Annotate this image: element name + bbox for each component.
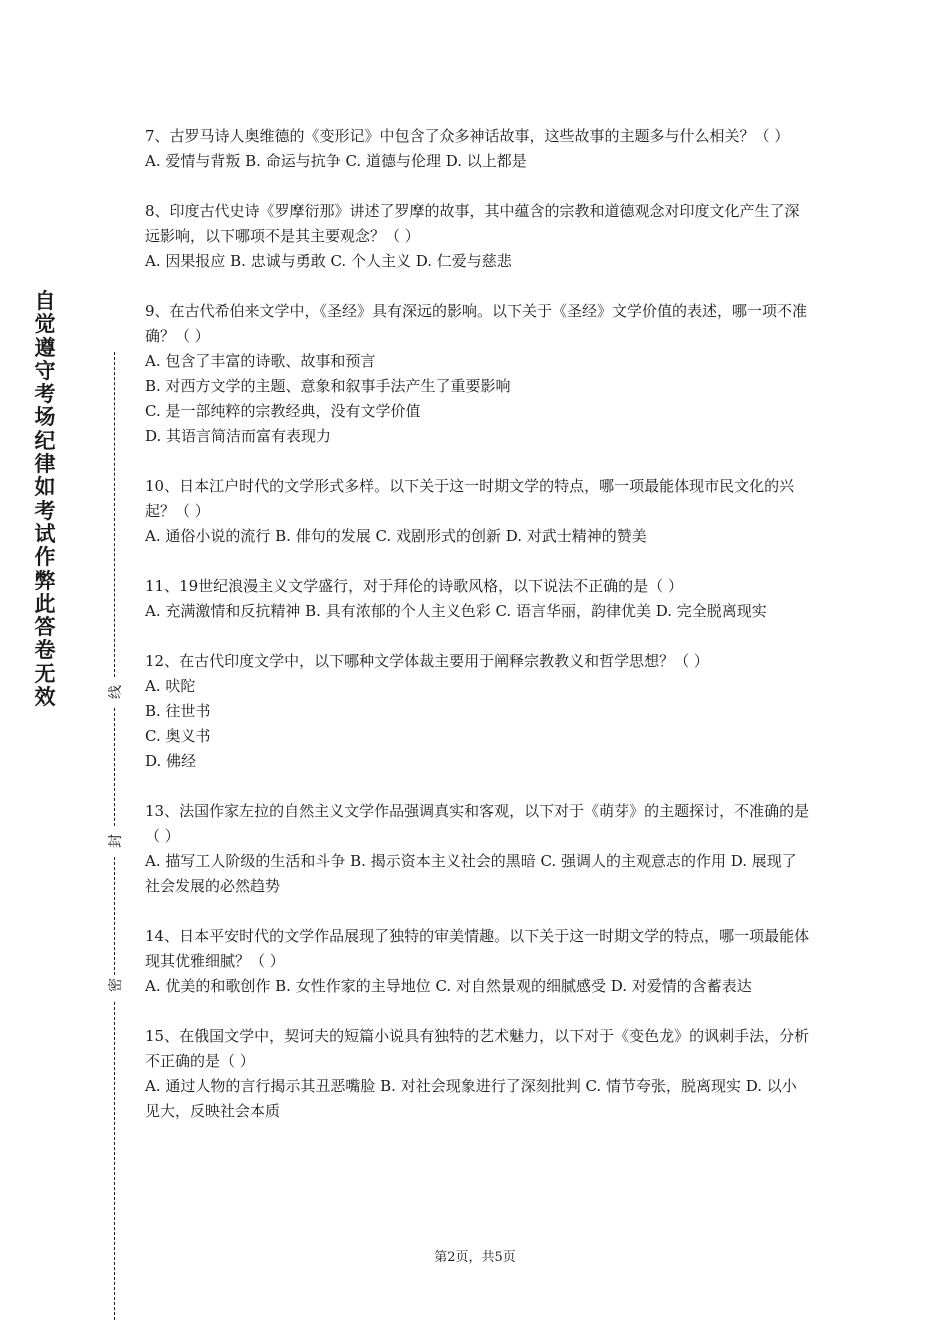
- question-stem: 9、在古代希伯来文学中，《圣经》具有深远的影响。以下关于《圣经》文学价值的表述，哪一项不准确？（ ）: [145, 302, 808, 345]
- question-options: A. 优美的和歌创作 B. 女性作家的主导地位 C. 对自然景观的细腻感受 D. 对爱情的含蓄表达: [145, 977, 752, 995]
- question-options: A. 通过人物的言行揭示其丑恶嘴脸 B. 对社会现象进行了深刻批判 C. 情节夸张，脱离现实 D. 以小见大，反映社会本质: [145, 1077, 797, 1120]
- question-7: [145, 124, 810, 174]
- question-9: [145, 299, 810, 449]
- question-list: [145, 124, 810, 1149]
- binding-label-line: 线: [108, 685, 124, 699]
- question-options: A. 爱情与背叛 B. 命运与抗争 C. 道德与伦理 D. 以上都是: [145, 152, 527, 170]
- question-11: [145, 574, 810, 624]
- option-c: C. 奥义书: [145, 727, 211, 745]
- option-c: C. 是一部纯粹的宗教经典，没有文学价值: [145, 402, 421, 420]
- question-13: [145, 799, 810, 899]
- question-8: [145, 199, 810, 274]
- question-stem: 12、在古代印度文学中，以下哪种文学体裁主要用于阐释宗教教义和哲学思想？（ ）: [145, 652, 709, 670]
- binding-dash-segment: [114, 1002, 115, 1320]
- question-stem: 14、日本平安时代的文学作品展现了独特的审美情趣。以下关于这一时期文学的特点，哪一项最能体现其优雅细腻？（ ）: [145, 927, 810, 970]
- question-stem: 13、法国作家左拉的自然主义文学作品强调真实和客观，以下对于《萌芽》的主题探讨，不准确的是（ ）: [145, 802, 810, 845]
- question-stem: 11、19世纪浪漫主义文学盛行，对于拜伦的诗歌风格，以下说法不正确的是（ ）: [145, 577, 683, 595]
- option-d: D. 佛经: [145, 752, 197, 770]
- binding-line: [100, 352, 130, 1320]
- option-a: A. 吠陀: [145, 677, 196, 695]
- question-options: A. 充满激情和反抗精神 B. 具有浓郁的个人主义色彩 C. 语言华丽，韵律优美 D. 完全脱离现实: [145, 602, 767, 620]
- question-stem: 15、在俄国文学中，契诃夫的短篇小说具有独特的艺术魅力，以下对于《变色龙》的讽刺手法，分析不正确的是（ ）: [145, 1027, 810, 1070]
- page-number: 第2页，共5页: [434, 1250, 516, 1265]
- option-b: B. 对西方文学的主题、意象和叙事手法产生了重要影响: [145, 377, 511, 395]
- option-a: A. 包含了丰富的诗歌、故事和预言: [145, 352, 376, 370]
- binding-dash-segment: [114, 857, 115, 975]
- question-14: [145, 924, 810, 999]
- binding-label-seal: 封: [108, 834, 124, 848]
- question-options: A. 描写工人阶级的生活和斗争 B. 揭示资本主义社会的黑暗 C. 强调人的主观意志的作用 D. 展现了社会发展的必然趋势: [145, 852, 797, 895]
- question-stem: 10、日本江户时代的文学形式多样。以下关于这一时期文学的特点，哪一项最能体现市民文化的兴起？（ ）: [145, 477, 795, 520]
- question-stem: 8、印度古代史诗《罗摩衍那》讲述了罗摩的故事，其中蕴含的宗教和道德观念对印度文化产生了深远影响，以下哪项不是其主要观念？（ ）: [145, 202, 800, 245]
- exam-discipline-notice: 自觉遵守考场纪律如考试作弊此答卷无效: [34, 289, 56, 710]
- question-options: A. 通俗小说的流行 B. 俳句的发展 C. 戏剧形式的创新 D. 对武士精神的赞美: [145, 527, 647, 545]
- option-d: D. 其语言简洁而富有表现力: [145, 427, 332, 445]
- question-10: [145, 474, 810, 549]
- question-stem: 7、古罗马诗人奥维德的《变形记》中包含了众多神话故事，这些故事的主题多与什么相关？（ ）: [145, 127, 790, 145]
- option-b: B. 往世书: [145, 702, 211, 720]
- question-options: A. 因果报应 B. 忠诚与勇敢 C. 个人主义 D. 仁爱与慈悲: [145, 252, 512, 270]
- binding-dash-segment: [114, 708, 115, 826]
- binding-dash-segment: [114, 352, 115, 677]
- binding-label-sealed: 密: [108, 978, 124, 992]
- question-15: [145, 1024, 810, 1124]
- question-12: [145, 649, 810, 774]
